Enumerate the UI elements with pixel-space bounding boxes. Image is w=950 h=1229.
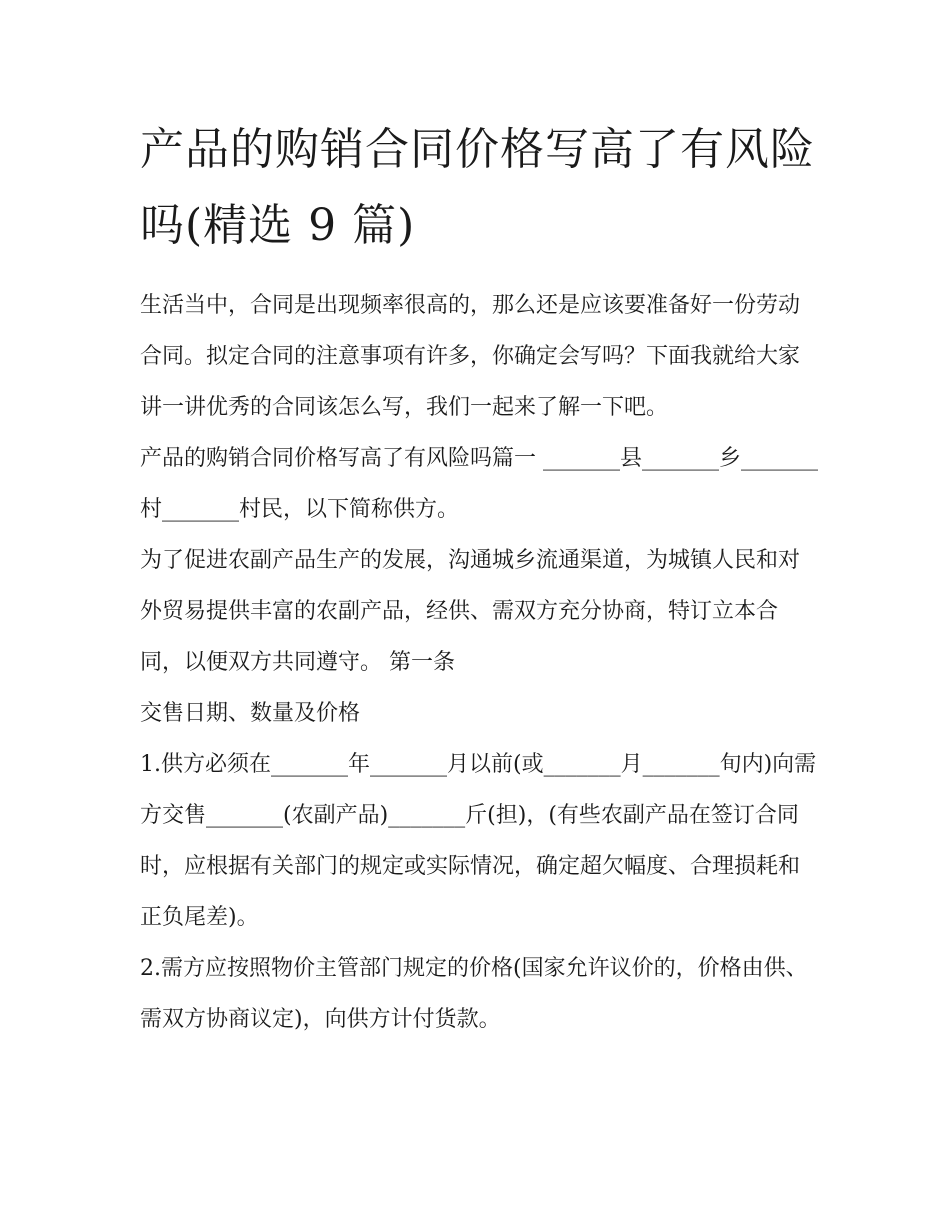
paragraph-purpose: 为了促进农副产品生产的发展，沟通城乡流通渠道，为城镇人民和对外贸易提供丰富的农副产品，经供、需双方充分协商，特订立本合同，以便双方共同遵守。 第一条: [140, 548, 801, 675]
document-title: 产品的购销合同价格写高了有风险吗(精选 9 篇): [140, 124, 815, 251]
paragraph-clause-2: 2.需方应按照物价主管部门规定的价格(国家允许议价的，价格由供、需双方协商议定)，向供方计付货款。: [140, 956, 808, 1032]
document-page: [140, 112, 820, 1045]
paragraph-chapter-one: 产品的购销合同价格写高了有风险吗篇一 _______县_______乡_______村_______村民，以下简称供方。: [140, 446, 818, 522]
paragraph-intro: 生活当中，合同是出现频率很高的，那么还是应该要准备好一份劳动合同。拟定合同的注意事项有许多，你确定会写吗？下面我就给大家讲一讲优秀的合同该怎么写，我们一起来了解一下吧。: [140, 293, 801, 420]
paragraph-clause-1: 1.供方必须在_______年_______月以前(或_______月_______旬内)向需方交售_______(农副产品)_______斤(担)，(有些农副产品在签订合同时，应根据有关部门的规定或实际情况，确定超欠幅度、合理损耗和正负尾差)。: [140, 752, 817, 930]
paragraph-section-heading: 交售日期、数量及价格: [140, 701, 361, 726]
